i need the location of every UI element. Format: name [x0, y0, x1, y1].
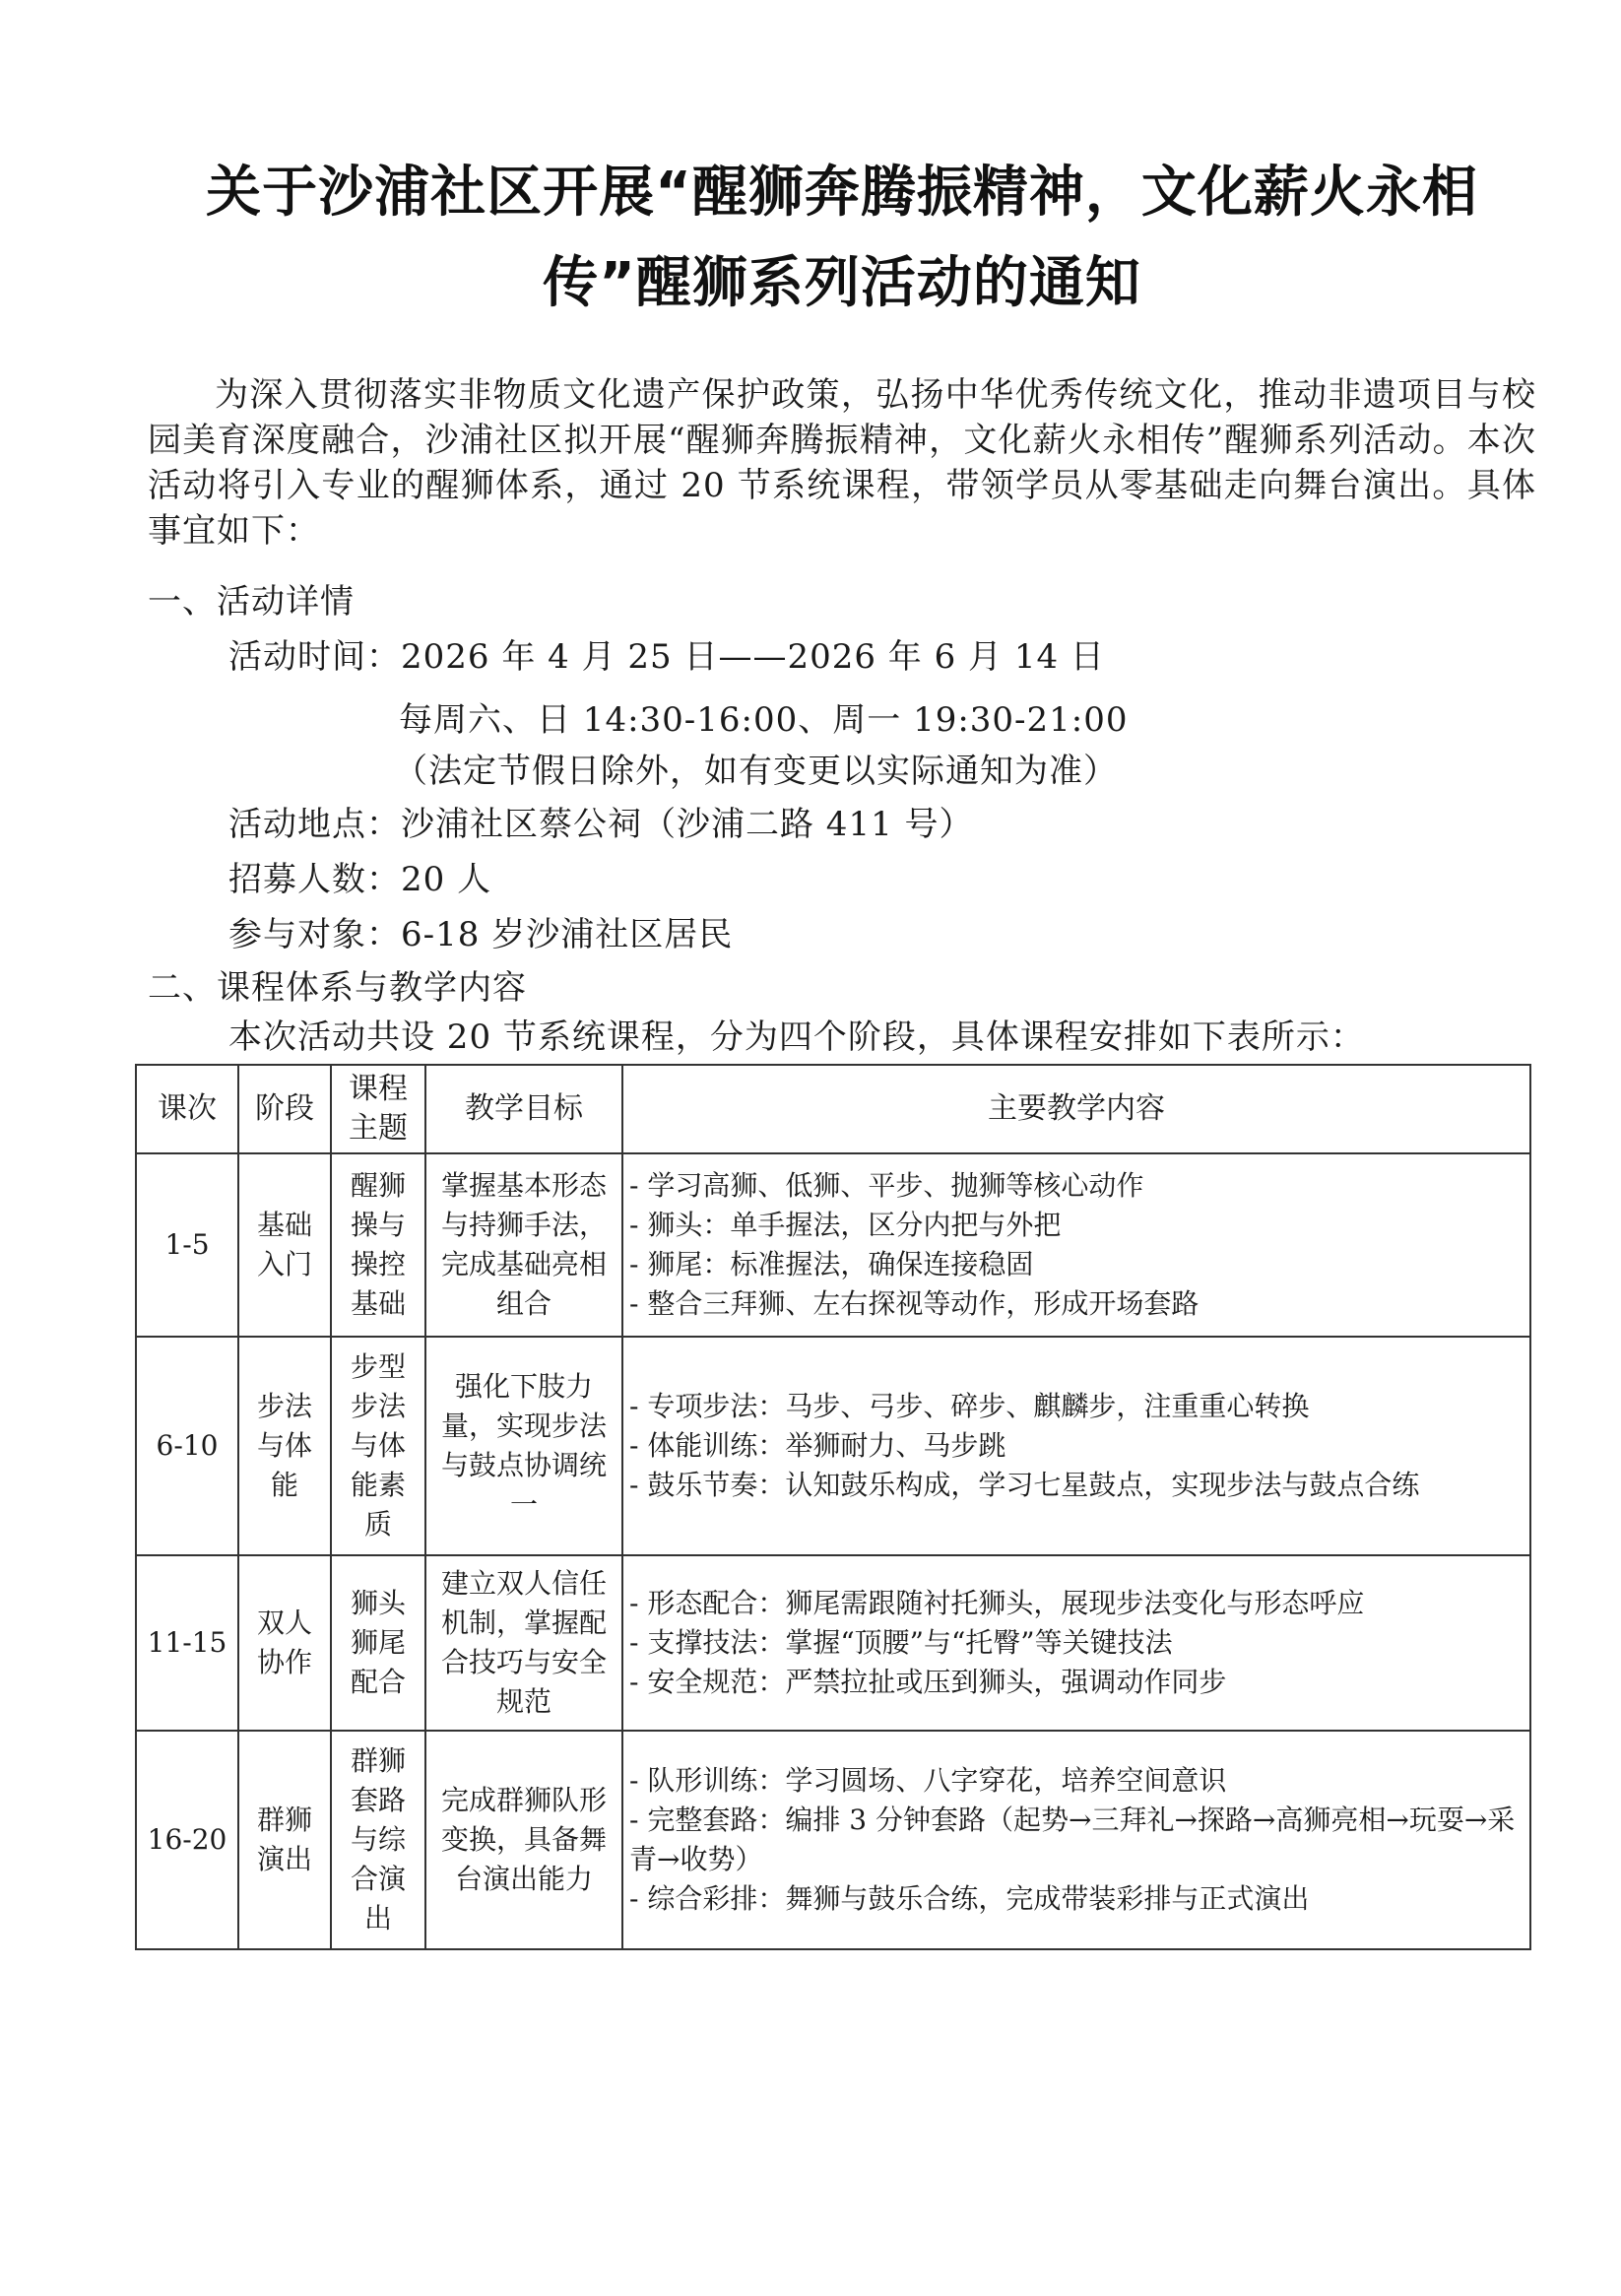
- cell-goal: 建立双人信任机制，掌握配合技巧与安全规范: [425, 1555, 622, 1731]
- cell-theme: 狮头狮尾配合: [331, 1555, 425, 1731]
- activity-location: 活动地点：沙浦社区蔡公祠（沙浦二路 411 号）: [228, 805, 974, 844]
- cell-goal: 强化下肢力量，实现步法与鼓点协调统一: [425, 1337, 622, 1555]
- intro-paragraph: 为深入贯彻落实非物质文化遗产保护政策，弘扬中华优秀传统文化，推动非遗项目与校园美育深度融合，沙浦社区拟开展“醒狮奔腾振精神，文化薪火永相传”醒狮系列活动。本次活动将引入专业的醒狮体系，通过 20 节系统课程，带领学员从零基础走向舞台演出。具体事宜如下：: [148, 375, 1536, 551]
- document-title: [148, 148, 1536, 329]
- content-item: - 队形训练：学习圆场、八字穿花，培养空间意识: [629, 1764, 1227, 1797]
- table-row: [136, 1153, 1530, 1337]
- header-content: 主要教学内容: [622, 1065, 1530, 1153]
- table-row: [136, 1731, 1530, 1949]
- cell-lessons: 6-10: [136, 1337, 238, 1555]
- section-1-heading: 一、活动详情: [148, 582, 355, 622]
- activity-time: 活动时间：2026 年 4 月 25 日——2026 年 6 月 14 日: [228, 637, 1105, 677]
- title-line-1: 关于沙浦社区开展“醒狮奔腾振精神，文化薪火永相: [206, 161, 1478, 225]
- cell-content: [622, 1153, 1530, 1337]
- content-item: - 鼓乐节奏：认知鼓乐构成，学习七星鼓点，实现步法与鼓点合练: [629, 1469, 1420, 1501]
- activity-schedule: 每周六、日 14:30-16:00、周一 19:30-21:00: [399, 700, 1129, 740]
- cell-content: [622, 1731, 1530, 1949]
- header-stage: 阶段: [238, 1065, 331, 1153]
- content-item: - 体能训练：举狮耐力、马步跳: [629, 1429, 1006, 1462]
- content-item: - 完整套路：编排 3 分钟套路（起势→三拜礼→探路→高狮亮相→玩耍→采青→收势）: [629, 1804, 1516, 1875]
- header-goal: 教学目标: [425, 1065, 622, 1153]
- header-lessons: 课次: [136, 1065, 238, 1153]
- cell-lessons: 11-15: [136, 1555, 238, 1731]
- header-theme: 课程主题: [331, 1065, 425, 1153]
- table-row: [136, 1337, 1530, 1555]
- cell-lessons: 16-20: [136, 1731, 238, 1949]
- content-item: - 整合三拜狮、左右探视等动作，形成开场套路: [629, 1287, 1200, 1320]
- content-item: - 综合彩排：舞狮与鼓乐合练，完成带装彩排与正式演出: [629, 1882, 1310, 1915]
- cell-lessons: 1-5: [136, 1153, 238, 1337]
- table-header-row: [136, 1065, 1530, 1153]
- content-item: - 支撑技法：掌握“顶腰”与“托臀”等关键技法: [629, 1626, 1173, 1659]
- cell-stage: 基础入门: [238, 1153, 331, 1337]
- cell-goal: 完成群狮队形变换，具备舞台演出能力: [425, 1731, 622, 1949]
- content-item: - 专项步法：马步、弓步、碎步、麒麟步，注重重心转换: [629, 1390, 1310, 1422]
- cell-theme: 群狮套路与综合演出: [331, 1731, 425, 1949]
- cell-theme: 步型步法与体能素质: [331, 1337, 425, 1555]
- cell-stage: 双人协作: [238, 1555, 331, 1731]
- cell-goal: 掌握基本形态与持狮手法，完成基础亮相组合: [425, 1153, 622, 1337]
- cell-stage: 群狮演出: [238, 1731, 331, 1949]
- cell-content: [622, 1555, 1530, 1731]
- participant-target: 参与对象：6-18 岁沙浦社区居民: [228, 915, 734, 954]
- section-2-heading: 二、课程体系与教学内容: [148, 968, 527, 1008]
- content-item: - 狮尾：标准握法，确保连接稳固: [629, 1248, 1034, 1280]
- table-row: [136, 1555, 1530, 1731]
- content-item: - 形态配合：狮尾需跟随衬托狮头，展现步法变化与形态呼应: [629, 1587, 1365, 1619]
- activity-time-note: （法定节假日除外，如有变更以实际通知为准）: [394, 752, 1118, 791]
- cell-stage: 步法与体能: [238, 1337, 331, 1555]
- content-item: - 安全规范：严禁拉扯或压到狮头，强调动作同步: [629, 1666, 1227, 1698]
- content-item: - 狮头：单手握法，区分内把与外把: [629, 1209, 1062, 1241]
- cell-content: [622, 1337, 1530, 1555]
- course-schedule-table: [135, 1064, 1531, 1950]
- section-2-intro: 本次活动共设 20 节系统课程，分为四个阶段，具体课程安排如下表所示：: [228, 1017, 1365, 1057]
- title-line-2: 传”醒狮系列活动的通知: [543, 251, 1141, 315]
- recruit-count: 招募人数：20 人: [228, 860, 492, 899]
- cell-theme: 醒狮操与操控基础: [331, 1153, 425, 1337]
- content-item: - 学习高狮、低狮、平步、抛狮等核心动作: [629, 1169, 1144, 1202]
